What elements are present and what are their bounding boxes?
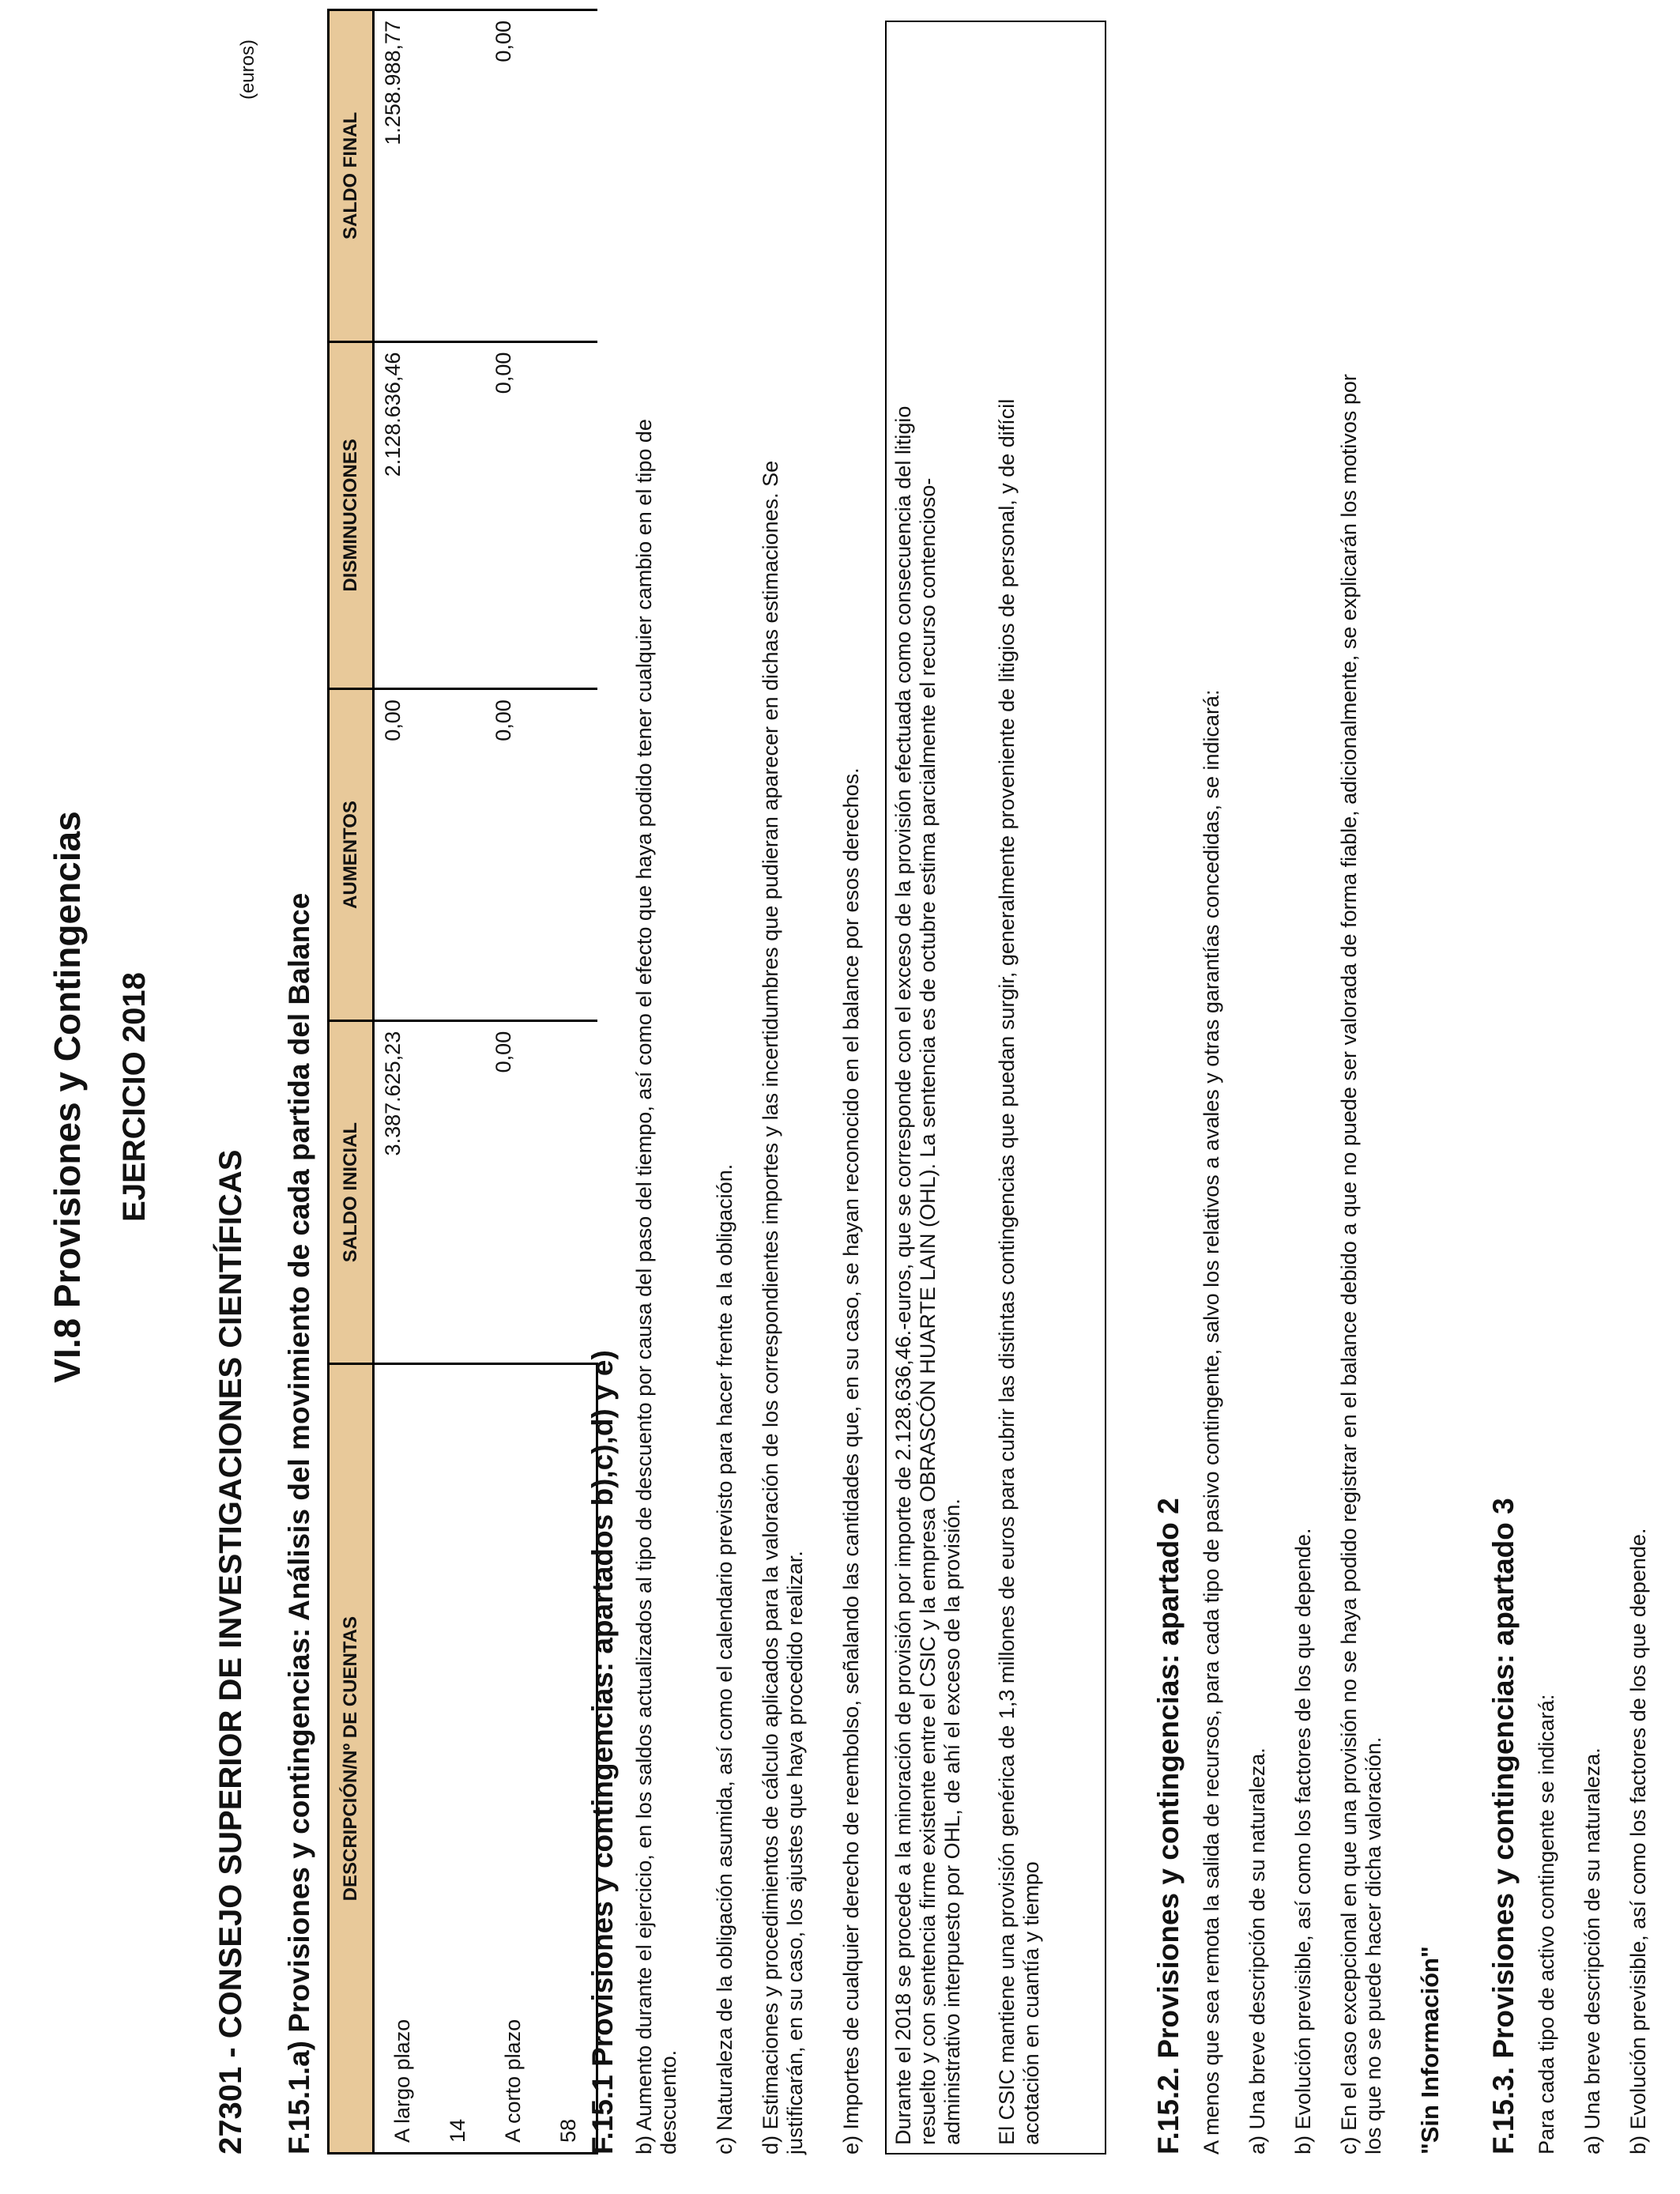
- row-account-number: 14: [430, 1364, 485, 2154]
- box-paragraph-1-line-2: resuelto y con sentencia firme existente entre el CSIC y la empresa OBRASCÓN HUARTE LAIN (OHL). La sentencia es de octubre estima parcialmente el recurso contencioso-: [916, 477, 940, 2145]
- item-d-line-2: justificarán, en su caso, los ajustes que haya procedido realizar.: [783, 1551, 807, 2154]
- column-header-saldo-inicial: SALDO INICIAL: [329, 1020, 374, 1364]
- box-paragraph-1-line-3: administrativo interpuesto por OHL, de ahí el exceso de la provisión.: [940, 1498, 964, 2145]
- box-paragraph-2-line-2: acotación en cuantía y tiempo: [1019, 1861, 1043, 2145]
- row-account-number: 58: [541, 1364, 597, 2154]
- aumentos-cell: 0,00: [374, 689, 486, 1021]
- provisions-table: [327, 9, 598, 2154]
- table-header-row: [329, 10, 374, 2154]
- column-header-disminuciones: DISMINUCIONES: [329, 341, 374, 689]
- no-information-note: "Sin Información": [1416, 1946, 1444, 2154]
- column-header-aumentos: AUMENTOS: [329, 689, 374, 1021]
- aumentos-cell: 0,00: [485, 689, 597, 1021]
- item-b-line-2: descuento.: [657, 2049, 680, 2154]
- item-b-line-1: b) Aumento durante el ejercicio, en los saldos actualizados al tipo de descuento por causa del paso del tiempo, así como el efecto que haya podido tener cualquier cambio en el tipo de: [632, 419, 656, 2154]
- table-row: [374, 10, 431, 2154]
- saldo-inicial-cell: 3.387.625,23: [374, 1020, 486, 1364]
- saldo-inicial-cell: 0,00: [485, 1020, 597, 1364]
- column-header-saldo-final: SALDO FINAL: [329, 10, 374, 342]
- organization-name: 27301 - CONSEJO SUPERIOR DE INVESTIGACIONES CIENTÍFICAS: [213, 1149, 248, 2154]
- section-2-heading: F.15.2. Provisiones y contingencias: apartado 2: [1152, 1498, 1185, 2154]
- box-paragraph-1-line-1: Durante el 2018 se procede a la minoración de provisión por importe de 2.128.636,46.-euros, que se corresponde con el exceso de la provisión efectuada como consecuencia del litigio: [891, 405, 915, 2145]
- section-3-item-b: b) Evolución previsible, así como los factores de los que depende.: [1626, 1528, 1650, 2154]
- provision-explanation-box: [885, 21, 1106, 2154]
- currency-unit: (euros): [237, 40, 258, 100]
- page-title: VI.8 Provisiones y Contingencias: [47, 811, 88, 1383]
- disminuciones-cell: 2.128.636,46: [374, 341, 486, 689]
- fiscal-year-title: EJERCICIO 2018: [117, 972, 152, 1222]
- item-d-line-1: d) Estimaciones y procedimientos de cálculo aplicados para la valoración de los correspondientes importes y las incertidumbres que pudieran aparecer en dichas estimaciones. Se: [759, 460, 782, 2154]
- table-row: [485, 10, 541, 2154]
- section-3-item-a: a) Una breve descripción de su naturaleza.: [1580, 1747, 1604, 2154]
- section-a-heading: F.15.1.a) Provisiones y contingencias: Análisis del movimiento de cada partida del Balance: [283, 892, 315, 2154]
- row-description: A corto plazo: [485, 1364, 541, 2154]
- saldo-final-cell: 1.258.988,77: [374, 10, 486, 342]
- column-header-description: DESCRIPCIÓN/Nº DE CUENTAS: [329, 1364, 374, 2154]
- section-2-intro: A menos que sea remota la salida de recursos, para cada tipo de pasivo contingente, salvo los relativos a avales y otras garantías concedidas, se indicará:: [1200, 689, 1223, 2154]
- section-2-item-b: b) Evolución previsible, así como los factores de los que depende.: [1291, 1528, 1315, 2154]
- item-e: e) Importes de cualquier derecho de reembolso, señalando las cantidades que, en su caso, se hayan reconocido en el balance por esos derechos.: [839, 767, 863, 2154]
- section-2-item-c-line-1: c) En el caso excepcional en que una provisión no se haya podido registrar en el balance debido a que no puede ser valorada de forma fiable, adicionalmente, se explicarán los motivos por: [1337, 374, 1361, 2154]
- section-1-heading: F.15.1 Provisiones y contingencias: apartados b),c),d) y e): [586, 1350, 619, 2154]
- section-2-item-c-line-2: los que no se puede hacer dicha valoración.: [1362, 1736, 1385, 2154]
- item-c: c) Naturaleza de la obligación asumida, así como el calendario previsto para hacer frente a la obligación.: [713, 1163, 736, 2154]
- saldo-final-cell: 0,00: [485, 10, 597, 342]
- disminuciones-cell: 0,00: [485, 341, 597, 689]
- section-3-intro: Para cada tipo de activo contingente se indicará:: [1535, 1694, 1558, 2154]
- row-description: A largo plazo: [374, 1364, 431, 2154]
- box-paragraph-2-line-1: El CSIC mantiene una provisión genérica de 1,3 millones de euros para cubrir las distintas contingencias que puedan surgir, generalmente proveniente de litigios de personal, y de difícil: [995, 398, 1019, 2145]
- section-2-item-a: a) Una breve descripción de su naturaleza.: [1245, 1747, 1269, 2154]
- section-3-heading: F.15.3. Provisiones y contingencias: apartado 3: [1487, 1498, 1520, 2154]
